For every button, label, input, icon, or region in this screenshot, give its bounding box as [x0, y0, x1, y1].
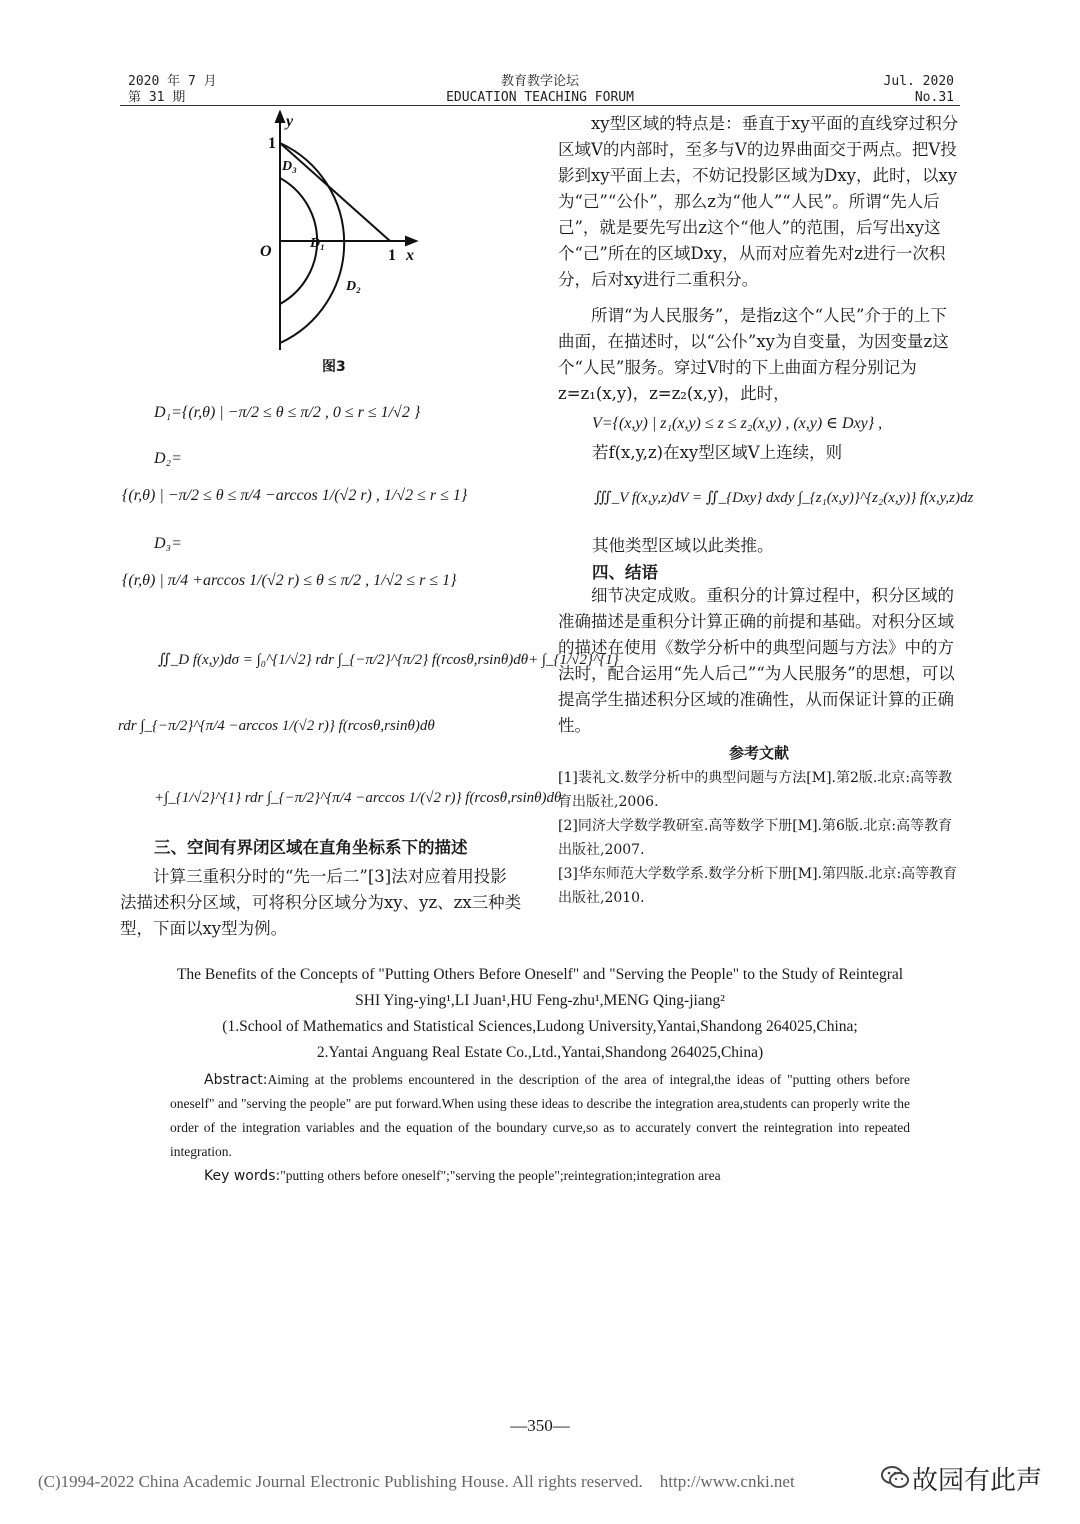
wechat-icon [880, 1462, 910, 1492]
english-authors: SHI Ying-ying¹,LI Juan¹,HU Feng-zhu¹,MENG Qing-jiang² [355, 992, 725, 1009]
formula-integral-2: rdr ∫_{−π/2}^{π/4 −arccos 1/(√2 r)} f(rcosθ,rsinθ)dθ [118, 718, 435, 734]
reference-2: [2]同济大学数学教研室.高等数学下册[M].第6版.北京:高等教育出版社,2007. [558, 818, 953, 858]
fig-y-label: y [286, 113, 294, 130]
formula-d2: {(r,θ) | −π/2 ≤ θ ≤ π/4 −arccos 1/(√2 r) , 1/√2 ≤ r ≤ 1} [122, 487, 468, 504]
formula-integral-1: ∬_D f(x,y)dσ = ∫₀^{1/√2} rdr ∫_{−π/2}^{π/2} f(rcosθ,rsinθ)dθ+ ∫_{1/√2}^{1} [158, 652, 619, 668]
right-paragraph-4: 其他类型区域以此类推。 [592, 536, 774, 555]
right-paragraph-2: 所谓“为人民服务”，是指z这个“人民”介于的上下曲面，在描述时，以“公仆”xy为自变量，为因变量z这个“人民”服务。穿过V时的下上曲面方程分别记为z=z₁(x,y)，z=z₂(x,y)，此时， [558, 306, 949, 403]
fig-d3: D₃ [282, 159, 297, 174]
formula-d1: D₁={(r,θ) | −π/2 ≤ θ ≤ π/2 , 0 ≤ r ≤ 1/√2 } [154, 404, 421, 421]
copyright-line: (C)1994-2022 China Academic Journal Electronic Publishing House. All rights reserved. http://www.cnki.net [38, 1472, 795, 1491]
figure-caption: 图3 [322, 359, 346, 375]
header-month-en: Jul. 2020 [883, 74, 954, 89]
reference-3: [3]华东师范大学数学系.数学分析下册[M].第四版.北京:高等教育出版社,2010. [558, 866, 958, 906]
abstract-text: Aiming at the problems encountered in the description of the area of integral,the ideas of "putting others before oneself" and "serving the people" are put forward.When using these ideas to describe the integration area,students can properly write the order of the integration variables and the equation of the boundary curve,so as to accurately convert the reintegration into repeated integration. [170, 1072, 910, 1159]
header-year-month: 2020 年 7 月 [128, 74, 217, 89]
section-3-paragraph: 计算三重积分时的“先一后二”[3]法对应着用投影法描述积分区域，可将积分区域分为xy、yz、zx三种类型，下面以xy型为例。 [120, 867, 522, 938]
fig-x-label: x [406, 247, 414, 264]
reference-1: [1]裴礼文.数学分析中的典型问题与方法[M].第2版.北京:高等教育出版社,2006. [558, 770, 953, 810]
fig-d2: D₂ [346, 279, 361, 294]
header-number-en: No.31 [914, 90, 954, 105]
affiliation-1: (1.School of Mathematics and Statistical Sciences,Ludong University,Yantai,Shandong 264025,China; [222, 1018, 858, 1035]
references-title: 参考文献 [728, 744, 789, 762]
fig-origin: O [260, 243, 272, 260]
journal-name [340, 74, 740, 106]
section-4-paragraph: 细节决定成败。重积分的计算过程中，积分区域的准确描述是重积分计算正确的前提和基础。对积分区域的描述在使用《数学分析中的典型问题与方法》中的方法时，配合运用“先人后己”“为人民服务”的思想，可以提高学生描述积分区域的准确性，从而保证计算的正确性。 [558, 586, 955, 735]
header-rule [120, 105, 960, 106]
figure-3 [240, 110, 440, 355]
fig-one-y: 1 [268, 135, 276, 152]
english-title: The Benefits of the Concepts of "Putting Others Before Oneself" and "Serving the People" to the Study of Reintegral [176, 966, 904, 983]
abstract-label: Abstract: [204, 1072, 268, 1088]
fig-d1: D₁ [310, 236, 325, 251]
formula-v-region: V={(x,y) | z₁(x,y) ≤ z ≤ z₂(x,y) , (x,y) ∈ Dxy} , [592, 415, 883, 432]
section-3-title: 三、空间有界闭区域在直角坐标系下的描述 [154, 838, 468, 857]
keywords-text: "putting others before oneself";"serving the people";reintegration;integration area [280, 1168, 721, 1183]
references-list [558, 766, 960, 910]
journal-name-cn: 教育教学论坛 [500, 74, 579, 89]
fig-one-x: 1 [388, 247, 396, 264]
affiliation-2: 2.Yantai Anguang Real Estate Co.,Ltd.,Yantai,Shandong 264025,China) [316, 1044, 764, 1061]
page-number: —350— [510, 1416, 570, 1435]
header-date [128, 74, 217, 106]
right-paragraph-1: xy型区域的特点是：垂直于xy平面的直线穿过积分区域V的内部时，至多与V的边界曲面交于两点。把V投影到xy平面上去，不妨记投影区域为Dxy，此时，以xy为“己”“公仆”，那么z为“他人”“人民”。所谓“先人后己”，就是要先写出z这个“他人”的范围，后写出xy这个“己”所在的区域Dxy，从而对应着先对z进行一次积分，后对xy进行二重积分。 [558, 114, 959, 289]
section-4-title: 四、结语 [592, 563, 658, 582]
header-issue-en [884, 74, 954, 106]
formula-d2-label: D₂= [154, 450, 182, 467]
watermark-text: 故园有此声 [912, 1466, 1043, 1496]
formula-triple-integral: ∭_V f(x,y,z)dV = ∬_{Dxy} dxdy ∫_{z₁(x,y)}^{z₂(x,y)} f(x,y,z)dz [594, 490, 974, 506]
keywords-label: Key words: [204, 1168, 281, 1184]
header-issue: 第 31 期 [128, 90, 186, 105]
journal-name-en: EDUCATION TEACHING FORUM [446, 90, 634, 105]
formula-integral-3: +∫_{1/√2}^{1} rdr ∫_{−π/2}^{π/4 −arccos 1/(√2 r)} f(rcosθ,rsinθ)dθ [154, 790, 562, 806]
abstract [170, 1068, 910, 1164]
formula-d3-label: D₃= [154, 535, 182, 552]
formula-d3: {(r,θ) | π/4 +arccos 1/(√2 r) ≤ θ ≤ π/2 , 1/√2 ≤ r ≤ 1} [122, 572, 457, 589]
right-paragraph-3: 若f(x,y,z)在xy型区域V上连续，则 [592, 443, 843, 462]
keywords [204, 1164, 721, 1188]
